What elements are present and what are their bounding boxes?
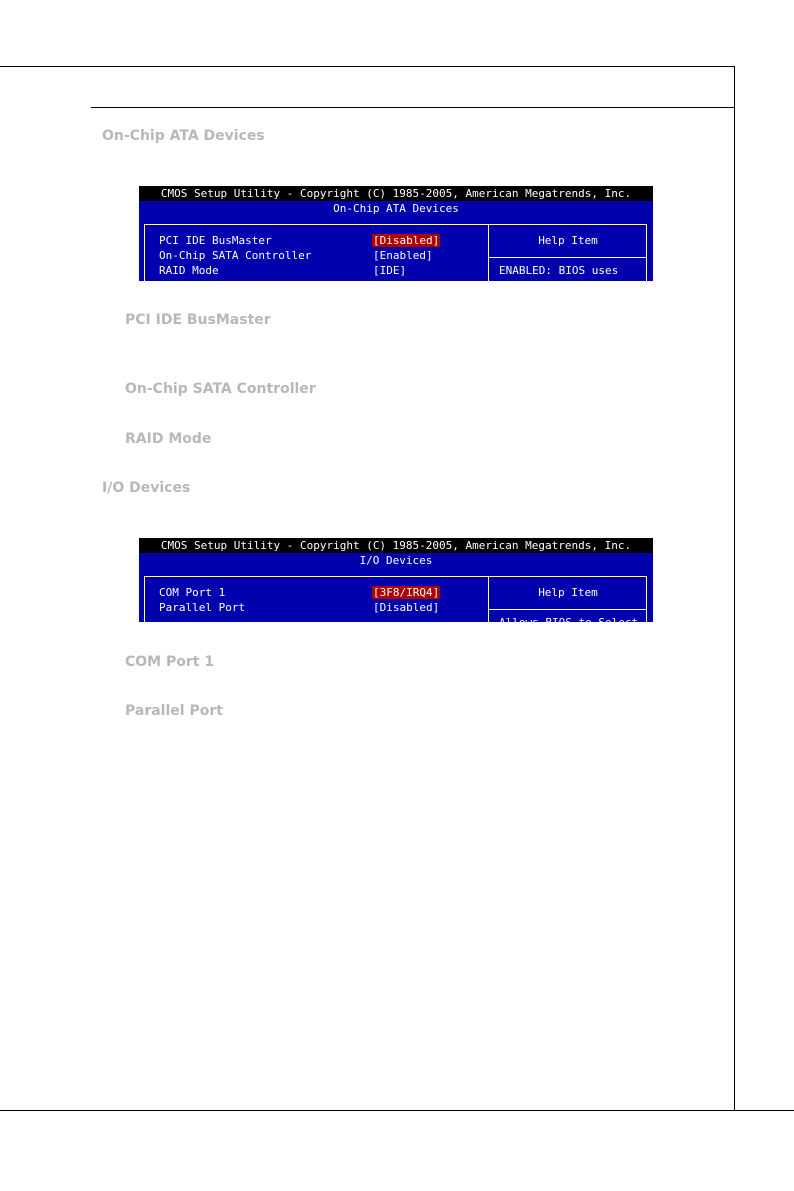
bios-help-divider xyxy=(489,257,647,258)
subheading-raid-mode: RAID Mode xyxy=(125,431,212,447)
bios-help-divider xyxy=(489,609,647,610)
bios-subtitle: On-Chip ATA Devices xyxy=(333,202,459,215)
bios-title: CMOS Setup Utility - Copyright (C) 1985-2005, American Megatrends, Inc. xyxy=(139,538,653,553)
top-rule xyxy=(0,66,735,67)
bios-item-label[interactable]: COM Port 1 xyxy=(159,586,226,599)
subheading-pci-ide-busmaster: PCI IDE BusMaster xyxy=(125,312,271,328)
bios-screenshot-onchip-ata xyxy=(139,186,653,281)
subheading-onchip-sata-controller: On-Chip SATA Controller xyxy=(125,381,316,397)
bios-item-value[interactable]: [3F8/IRQ4] xyxy=(373,586,440,599)
bios-item-value[interactable]: [Disabled] xyxy=(373,601,440,614)
bios-help-title: Help Item xyxy=(538,586,598,599)
subheading-com-port-1: COM Port 1 xyxy=(125,654,215,670)
section-heading-onchip-ata: On-Chip ATA Devices xyxy=(102,128,265,144)
bios-item-label[interactable]: RAID Mode xyxy=(159,264,219,277)
bios-help-text: Allows BIOS to Select xyxy=(499,616,639,629)
bottom-rule xyxy=(0,1110,794,1111)
bios-item-label[interactable]: On-Chip SATA Controller xyxy=(159,249,312,262)
bios-help-title: Help Item xyxy=(538,234,598,247)
bios-item-value[interactable]: [Enabled] xyxy=(373,249,433,262)
right-rule xyxy=(734,66,735,1111)
bios-subtitle: I/O Devices xyxy=(359,554,433,567)
bios-title: CMOS Setup Utility - Copyright (C) 1985-2005, American Megatrends, Inc. xyxy=(139,186,653,201)
bios-item-value[interactable]: [IDE] xyxy=(373,264,407,277)
bios-item-value[interactable]: [Disabled] xyxy=(373,234,440,247)
section-heading-io-devices: I/O Devices xyxy=(102,480,191,496)
subheading-parallel-port: Parallel Port xyxy=(125,703,223,719)
bios-help-text: ENABLED: BIOS uses xyxy=(499,264,619,277)
bios-item-label[interactable]: PCI IDE BusMaster xyxy=(159,234,272,247)
bios-screenshot-io-devices xyxy=(139,538,653,629)
header-underline xyxy=(91,107,735,108)
bios-item-label[interactable]: Parallel Port xyxy=(159,601,246,614)
